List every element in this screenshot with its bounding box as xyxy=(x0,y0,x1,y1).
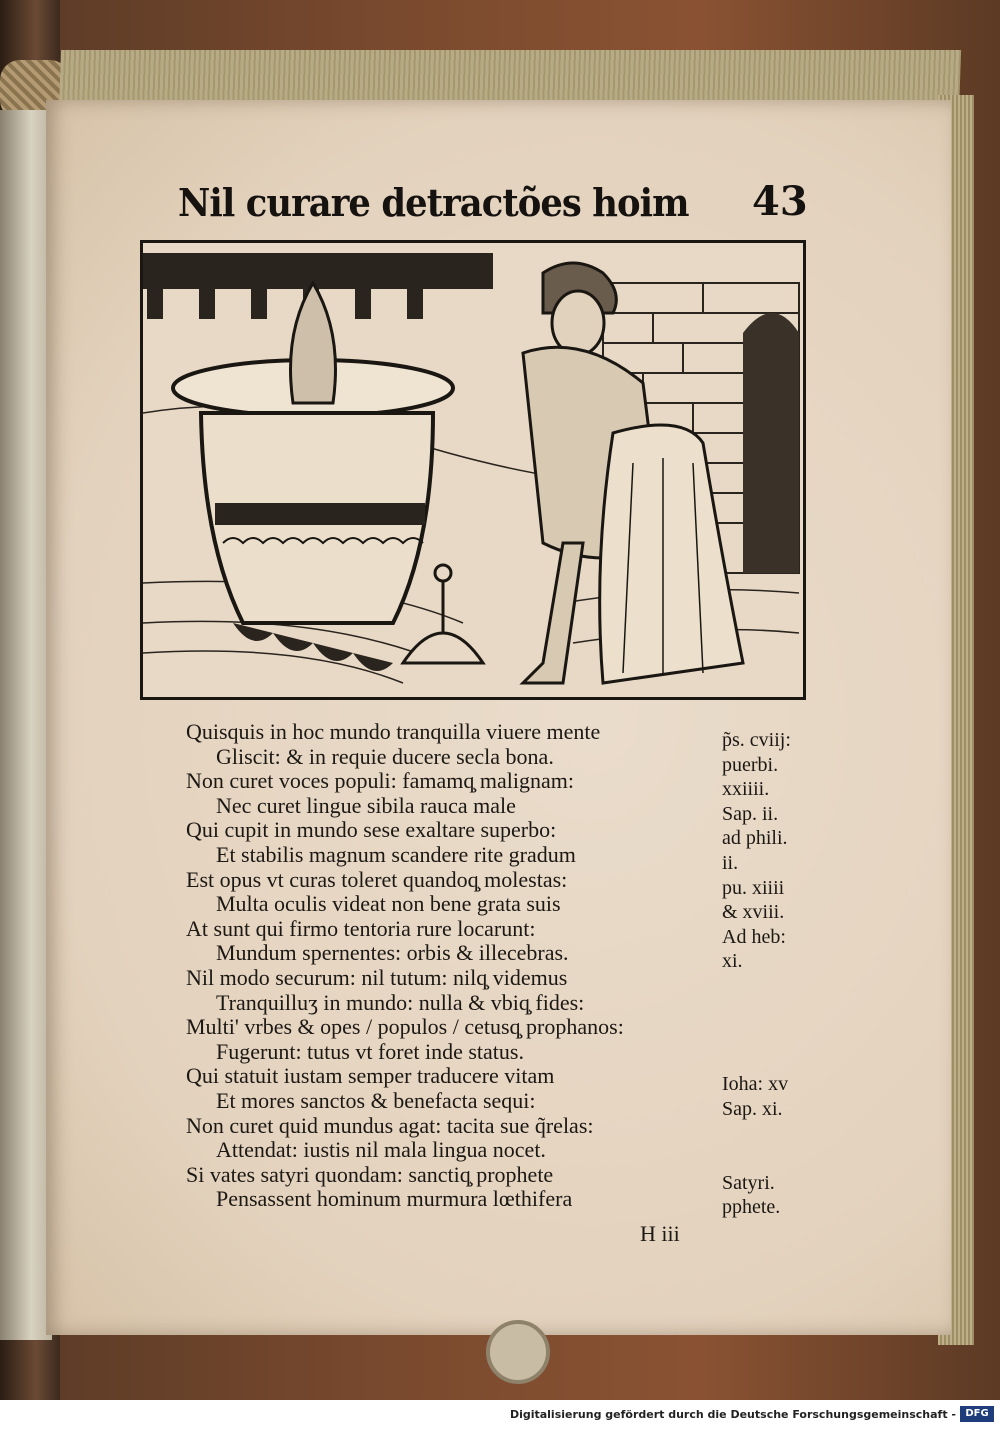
margin-note xyxy=(722,999,822,1024)
facing-page-edge xyxy=(0,110,52,1340)
verse-line: Qui statuit iustam semper traducere vitam xyxy=(186,1063,555,1089)
verse-line: Non curet quid mundus agat: tacita sue q̃relas: xyxy=(186,1112,594,1138)
margin-note: xxiiii. xyxy=(722,778,770,801)
signature-mark: H iii xyxy=(640,1221,680,1246)
page-headline: Nil curare detractões hoim xyxy=(178,180,689,225)
dfg-logo[interactable]: DFG xyxy=(960,1406,994,1422)
verse-line: Multi' vrbes & opes / populos / cetusq̧ prophanos: xyxy=(186,1014,624,1040)
verse-line: Mundum spernentes: orbis & illecebras. xyxy=(216,940,569,966)
margin-note: pu. xiiii xyxy=(722,876,785,899)
margin-note: Sap. xi. xyxy=(722,1097,783,1120)
verse-line: Et stabilis magnum scandere rite gradum xyxy=(216,841,576,867)
verse-line: Si vates satyri quondam: sanctiq̧ prophete xyxy=(186,1161,554,1187)
margin-note xyxy=(722,1146,822,1171)
margin-note xyxy=(722,1048,822,1073)
margin-note: ii. xyxy=(722,851,739,874)
footer-credit: Digitalisierung gefördert durch die Deutsche Forschungsgemeinschaft - xyxy=(509,1408,956,1421)
verse-line: Quisquis in hoc mundo tranquilla viuere mente xyxy=(186,719,601,744)
margin-note xyxy=(722,1122,822,1147)
margin-note: puerbi. xyxy=(722,753,779,776)
arched-doorway xyxy=(743,313,799,573)
verse-line: Nil modo securum: nil tutum: nilq̧ videmus xyxy=(186,964,568,990)
margin-note xyxy=(722,1023,822,1048)
folio-number: 43 xyxy=(752,178,808,225)
margin-note: p̃s. cviij: xyxy=(722,729,791,751)
verse-line: Tranquilluʒ in mundo: nulla & vbiq̧ fides: xyxy=(216,989,585,1015)
verse-line: Non curet voces populi: famamq̧ malignam: xyxy=(186,768,574,794)
marginal-references xyxy=(722,728,822,1220)
verse-line: Multa oculis videat non bene grata suis xyxy=(216,891,561,917)
verse-line: Gliscit: & in requie ducere secla bona. xyxy=(216,743,554,769)
margin-note: Ioha: xv xyxy=(722,1073,789,1096)
margin-note: pphete. xyxy=(722,1196,781,1219)
verse-line: Et mores sanctos & benefacta sequi: xyxy=(216,1087,536,1113)
margin-note: & xviii. xyxy=(722,901,785,924)
verse-line: Pensassent hominum murmura lœthifera xyxy=(216,1186,573,1212)
footer-bar xyxy=(0,1400,1000,1430)
flame xyxy=(291,283,336,403)
wall-top xyxy=(143,253,493,289)
verse-line: At sunt qui firmo tentoria rure locarunt: xyxy=(186,915,536,941)
woodcut-illustration xyxy=(140,240,806,700)
margin-note: ad phili. xyxy=(722,827,788,850)
verse-line: Qui cupit in mundo sese exaltare superbo: xyxy=(186,817,557,843)
margin-note: Satyri. xyxy=(722,1171,775,1194)
book-clasp xyxy=(486,1320,550,1384)
fool-figure xyxy=(523,263,743,683)
verse-line: Nec curet lingue sibila rauca male xyxy=(216,792,516,818)
margin-note: Ad heb: xyxy=(722,925,786,948)
verse-line: Est opus vt curas toleret quandoq̧ molestas: xyxy=(186,866,568,892)
cauldron xyxy=(173,360,453,671)
margin-note: xi. xyxy=(722,950,743,973)
verse-line: Attendat: iustis nil mala lingua nocet. xyxy=(216,1137,546,1163)
verse-line: Fugerunt: tutus vt foret inde status. xyxy=(216,1038,524,1064)
margin-note: Sap. ii. xyxy=(722,802,779,825)
woodcut-fool-and-cauldron xyxy=(143,243,803,697)
verse-text xyxy=(186,720,686,1212)
flower-plant xyxy=(403,565,483,663)
margin-note xyxy=(722,974,822,999)
